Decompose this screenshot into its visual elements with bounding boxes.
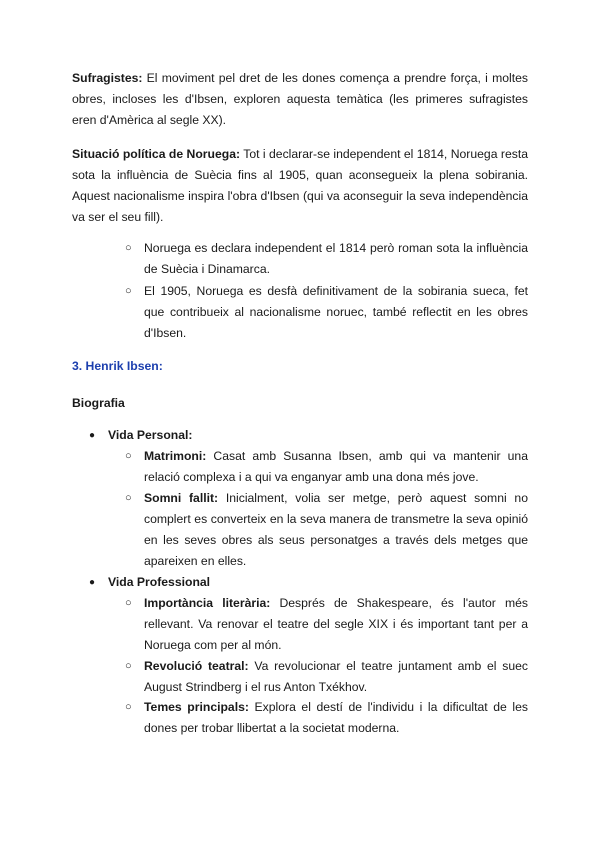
circle-bullet-icon: ○ [125,660,132,672]
circle-bullet-icon: ○ [125,285,132,297]
circle-bullet-icon: ○ [125,242,132,254]
list-item-title: Vida Professional [108,575,211,589]
paragraph-situacio-politica [72,144,528,228]
paragraph-text: Tot i declarar-se independent el 1814, Noruega resta sota la influència de Suècia fins al 1905, quan aconsegueix la plena sobirania. Aquest nacionalisme inspira l'obra d'Ibsen (qui va aconseguir la seva independència va ser el seu fill). [72,147,528,224]
list-item [125,488,528,572]
circle-bullet-icon: ○ [125,597,132,609]
list-item [125,446,528,488]
subheading-biografia: Biografia [72,396,125,410]
paragraph-label: Sufragistes: [72,71,143,85]
dot-bullet-icon: ● [89,430,96,441]
list-item [125,238,528,280]
list-item [125,281,528,344]
list-item-text: Va revolucionar el teatre juntament amb el suec August Strindberg i el rus Anton Txékhov. [144,659,528,694]
list-item-label: Importància literària: [144,596,271,610]
list-item-vida-personal [89,425,193,446]
list-item-label: Revolució teatral: [144,659,249,673]
list-item [125,656,528,698]
circle-bullet-icon: ○ [125,492,132,504]
list-item [125,697,528,739]
list-item [125,593,528,656]
list-item-text: Inicialment, volia ser metge, però aquest somni no complert es converteix en la seva manera de transmetre la seva opinió en les seves obres als seus personatges a través dels metges que apareixen en elles. [144,491,528,568]
paragraph-text: El moviment pel dret de les dones comença a prendre força, i moltes obres, incloses les d'Ibsen, exploren aquesta temàtica (les primeres sufragistes eren d'Amèrica al segle XX). [72,71,528,127]
list-item-label: Temes principals: [144,700,249,714]
list-item-text: Explora el destí de l'individu i la dificultat de les dones per trobar llibertat a la societat moderna. [144,700,528,735]
list-item-text: El 1905, Noruega es desfà definitivament de la sobirania sueca, fet que contribueix al nacionalisme noruec, també reflectit en les obres d'Ibsen. [144,284,528,340]
list-item-text: Casat amb Susanna Ibsen, amb qui va mantenir una relació complexa i a qui va enganyar amb una dona més jove. [144,449,528,484]
section-heading: 3. Henrik Ibsen: [72,359,163,373]
circle-bullet-icon: ○ [125,701,132,713]
paragraph-sufragistes [72,68,528,131]
list-item-text: Després de Shakespeare, és l'autor més rellevant. Va renovar el teatre del segle XIX i és important tant per a Noruega com per al món. [144,596,528,652]
list-item-label: Matrimoni: [144,449,207,463]
circle-bullet-icon: ○ [125,450,132,462]
paragraph-label: Situació política de Noruega: [72,147,241,161]
list-item-title: Vida Personal: [108,428,193,442]
list-item-vida-professional [89,572,211,593]
list-item-text: Noruega es declara independent el 1814 però roman sota la influència de Suècia i Dinamarca. [144,241,528,276]
dot-bullet-icon: ● [89,577,96,588]
list-item-label: Somni fallit: [144,491,219,505]
